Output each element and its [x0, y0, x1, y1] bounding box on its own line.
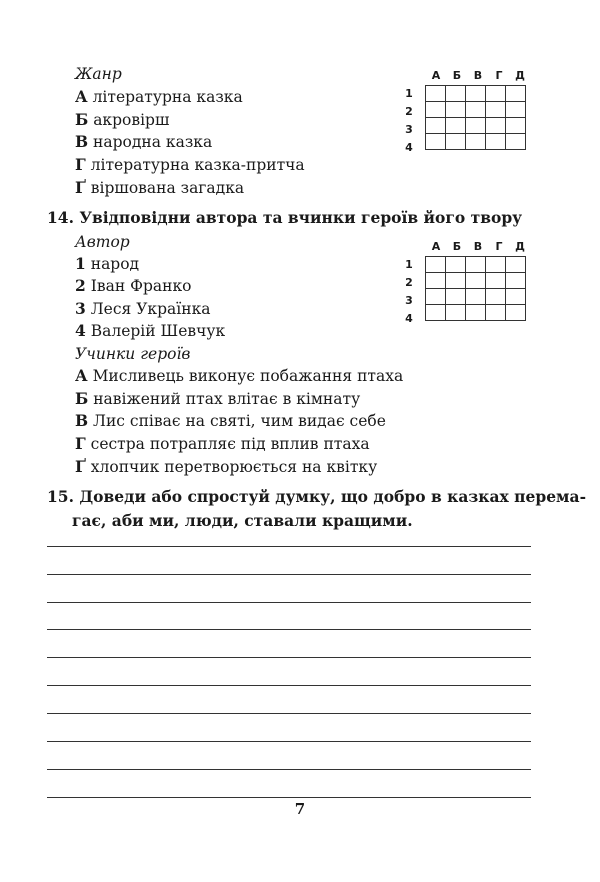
grid-col-header: А [431, 240, 441, 253]
answer-line[interactable] [47, 713, 531, 714]
answer-line[interactable] [47, 574, 531, 575]
question-15-title-line1: 15. Доведи або спростуй думку, що добро в казках перема- [47, 487, 586, 506]
deed-v: В Лис співає на святі, чим видає себе [75, 411, 386, 430]
grid-row-label: 2 [405, 105, 413, 118]
grid-row-label: 4 [405, 141, 413, 154]
grid-cells[interactable] [425, 85, 526, 150]
grid-col-header: Д [515, 69, 525, 82]
grid-row-label: 2 [405, 276, 413, 289]
grid-row-label: 4 [405, 312, 413, 325]
answer-grid-14 [403, 240, 533, 330]
deed-g: Ґ хлопчик перетворюється на квітку [75, 457, 378, 476]
author-2: 2 Іван Франко [75, 276, 192, 295]
grid-col-header: Г [495, 69, 503, 82]
grid-col-header: Д [515, 240, 525, 253]
grid-col-header: В [473, 69, 483, 82]
grid-col-header: Г [495, 240, 503, 253]
genre-option-a: А літературна казка [75, 87, 243, 106]
author-4: 4 Валерій Шевчук [75, 321, 226, 340]
grid-col-header: А [431, 69, 441, 82]
answer-line[interactable] [47, 685, 531, 686]
answer-line[interactable] [47, 546, 531, 547]
deed-b: Б навіжений птах влітає в кімнату [75, 389, 361, 408]
answer-line[interactable] [47, 629, 531, 630]
deed-h: Г сестра потрапляє під вплив птаха [75, 434, 370, 453]
author-heading: Автор [75, 233, 130, 251]
answer-grid-13 [403, 69, 533, 159]
genre-option-v: В народна казка [75, 132, 213, 151]
grid-row-label: 3 [405, 123, 413, 136]
author-3: 3 Леся Українка [75, 299, 211, 318]
grid-row-label: 1 [405, 87, 413, 100]
question-14-title: 14. Увідповідни автора та вчинки героїв його твору [47, 208, 523, 227]
grid-row-label: 3 [405, 294, 413, 307]
grid-cells[interactable] [425, 256, 526, 321]
author-1: 1 народ [75, 254, 140, 273]
deed-a: А Мисливець виконує побажання птаха [75, 366, 404, 385]
genre-option-g: Ґ віршована загадка [75, 178, 245, 197]
grid-col-header: Б [452, 69, 462, 82]
grid-row-label: 1 [405, 258, 413, 271]
answer-line[interactable] [47, 797, 531, 798]
genre-option-b: Б акровірш [75, 110, 170, 129]
answer-line[interactable] [47, 741, 531, 742]
page-number: 7 [294, 800, 306, 818]
answer-line[interactable] [47, 769, 531, 770]
deeds-heading: Учинки героїв [75, 345, 191, 363]
grid-col-header: Б [452, 240, 462, 253]
genre-option-h: Г літературна казка-притча [75, 155, 305, 174]
genre-heading: Жанр [75, 65, 122, 83]
grid-col-header: В [473, 240, 483, 253]
question-15-title-line2: гає, аби ми, люди, ставали кращими. [72, 511, 413, 530]
answer-line[interactable] [47, 657, 531, 658]
answer-line[interactable] [47, 602, 531, 603]
